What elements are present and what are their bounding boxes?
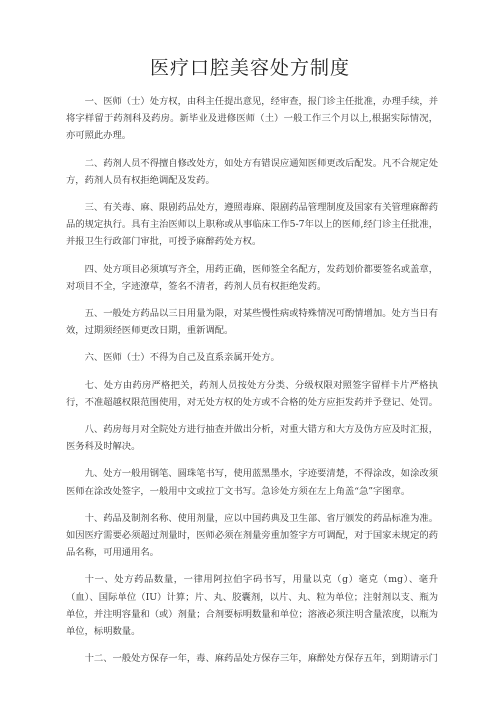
paragraph-12: 十二、一般处方保存一年，毒、麻药品处方保存三年，麻醉处方保存五年，到期请示门 [84,653,438,665]
paragraph-6: 六、医师（士）不得为自己及直系亲属开处方。 [84,352,280,364]
paragraph-11: 十一、处方药品数量，一律用阿拉伯字码书写，用量以克（g）毫克（mg）、毫升（血）、国际单位（IU）计算；片、丸、胶囊剂，以片、丸、粒为单位；注射剂以支、瓶为单位，并注明容量和（或）剂量；合剂要标明数量和单位；溶液必须注明含量浓度，以瓶为单位，标明数量。 [66,574,438,638]
document-body [66,93,438,677]
paragraph-8: 八、药房每月对全院处方进行抽查并做出分析，对重大错方和大方及伪方应及时汇报，医务科及时解决。 [66,424,438,453]
document-title: 医疗口腔美容处方制度 [149,57,350,79]
paragraph-9: 九、处方一般用钢笔、圆珠笔书写，使用蓝黑墨水，字迹要清楚，不得涂改，如涂改须医师在涂改处签字，一般用中文或拉丁文书写。急诊处方须在左上角盖“急”字图章。 [66,468,438,497]
paragraph-2: 二、药剂人员不得擅自修改处方，如处方有错误应通知医师更改后配发。凡不合规定处方，药剂人员有权拒绝调配及发药。 [66,157,438,186]
paragraph-5: 五、一般处方药品以三日用量为限，对某些慢性病或特殊情况可酌情增加。处方当日有效，过期须经医师更改日期，重新调配。 [66,308,438,337]
paragraph-7: 七、处方由药房严格把关，药剂人员按处方分类、分级权限对照签字留样卡片严格执行，不准超越权限范围使用，对无处方权的处方或不合格的处方应拒发药并予登记、处罚。 [66,379,438,408]
paragraph-1: 一、医师（士）处方权，由科主任提出意见，经审查，报门诊主任批准，办理手续，并将字样留于药剂科及药房。新毕业及进修医师（土）一般工作三个月以上,根据实际情况，亦可照此办理。 [66,96,438,142]
paragraph-3: 三、有关毒、麻、限剧药品处方，遵照毒麻、限剧药品管理制度及国家有关管理麻醉药品的规定执行。具有主治医师以上职称或从事临床工作5-7年以上的医师,经门诊主任批准，并报卫生行政部门审批，可授予麻醉药处方权。 [66,202,438,248]
paragraph-10: 十、药品及制剂名称、使用剂量，应以中国药典及卫生部、省厅颁发的药品标准为准。如因医疗需要必须超过剂量时，医师必须在剂量旁重加签字方可调配，对于国家未规定的药品名称，可用通用名。 [66,512,438,559]
paragraph-4: 四、处方项目必须填写齐全，用药正确，医师签全名配方，发药划价都要签名或盖章，对项目不全，字迹潦草，签名不清者，药剂人员有权拒绝发药。 [66,263,438,292]
